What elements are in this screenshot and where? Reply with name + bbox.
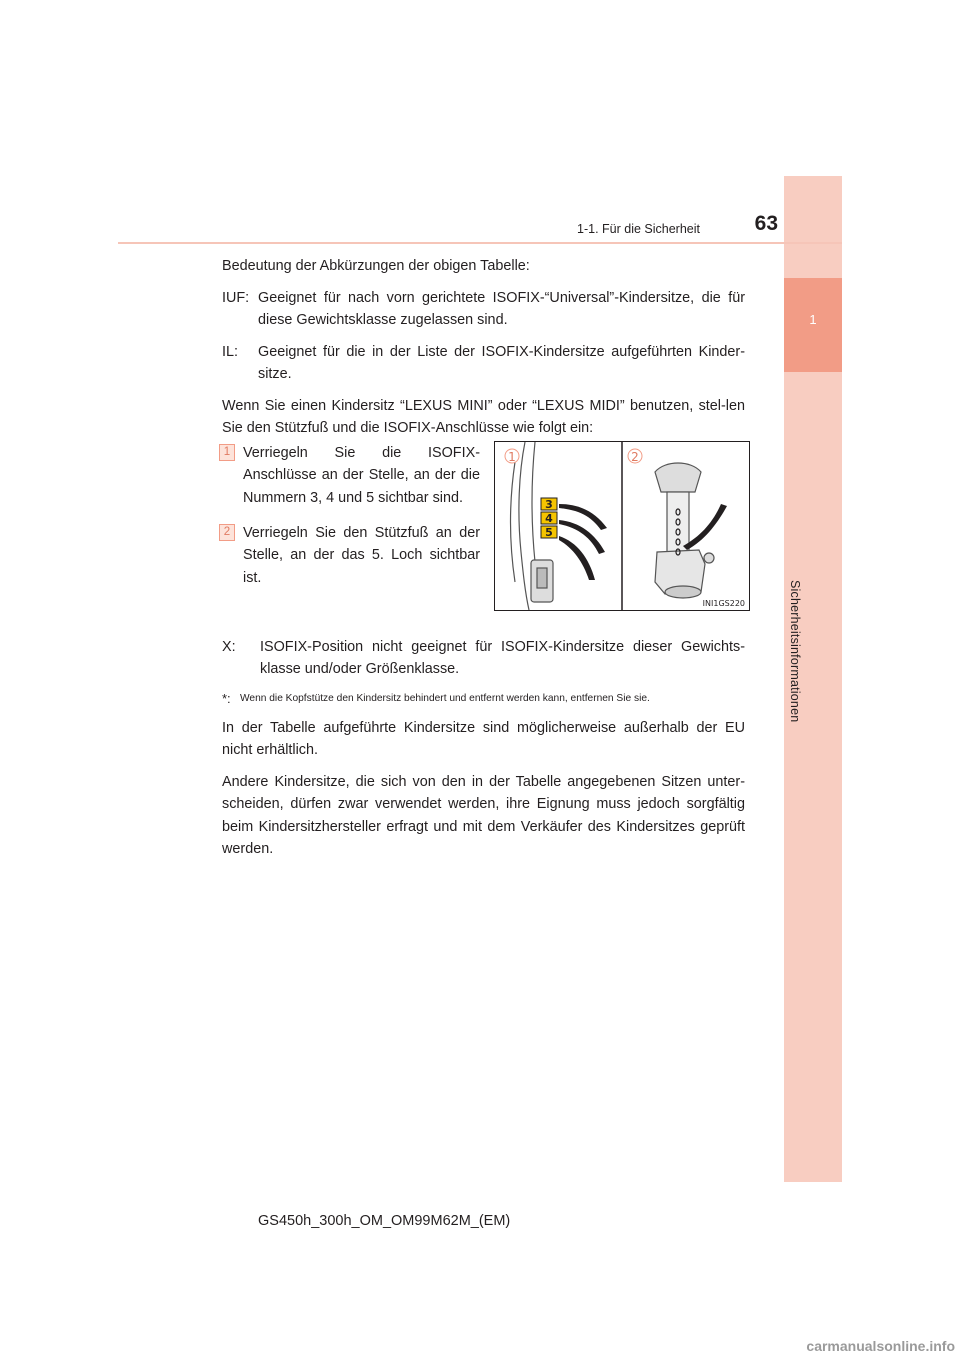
isofix-illustration — [495, 442, 749, 610]
panel-label-2: 2 — [631, 449, 639, 464]
watermark: carmanualsonline.info — [806, 1338, 955, 1354]
footnote — [222, 690, 745, 707]
pointer-arrows — [559, 504, 607, 580]
panel-label-1: 1 — [508, 449, 516, 464]
footnote-marker: *: — [222, 690, 231, 706]
abbreviation-text: Geeignet für die in der Liste der ISOFIX-Kindersitze aufgeführten Kinder-sitze. — [258, 343, 745, 382]
slot-number-4: 4 — [545, 511, 553, 525]
header-rule — [118, 242, 842, 244]
isofix-figure — [494, 441, 750, 611]
chapter-number: 1 — [809, 312, 817, 327]
x-note-label: X: — [222, 638, 236, 655]
step-number-badge: 2 — [219, 524, 235, 541]
x-note — [222, 636, 745, 681]
x-note-text: ISOFIX-Position nicht geeignet für ISOFIX-Kindersitze dieser Gewichts-klasse und/oder Größenklasse. — [260, 638, 745, 677]
abbreviation-label: IL: — [222, 343, 238, 360]
footnote-text: Wenn die Kopfstütze den Kindersitz behindert und entfernt werden kann, entfernen Sie sie. — [240, 692, 650, 704]
eu-paragraph: In der Tabelle aufgeführte Kindersitze sind möglicherweise außerhalb der EU nicht erhältlich. — [222, 719, 745, 758]
abbreviation-label: IUF: — [222, 289, 250, 306]
page-content — [222, 255, 745, 870]
abbreviation-il — [222, 341, 745, 386]
section-title: 1-1. Für die Sicherheit — [577, 222, 700, 236]
step-text: Verriegeln Sie den Stützfuß an der Stelle, an der das 5. Loch sichtbar ist. — [243, 524, 480, 586]
other-seats-paragraph: Andere Kindersitze, die sich von den in der Tabelle angegebenen Sitzen unter-scheiden, dürfen zwar verwendet werden, ihre Eignung muss jedoch sorgfältig beim Kindersitzhersteller erfragt und mit dem Verkäufer des Kindersitzes geprüft werden. — [222, 773, 745, 857]
steps-block — [222, 444, 745, 629]
document-code: GS450h_300h_OM_OM99M62M_(EM) — [258, 1213, 511, 1229]
step-text: Verriegeln Sie die ISOFIX-Anschlüsse an der Stelle, an der die Nummern 3, 4 und 5 sichtbar sind. — [243, 444, 480, 506]
abbreviation-text: Geeignet für nach vorn gerichtete ISOFIX-“Universal”-Kindersitze, die für diese Gewichtsklasse zugelassen sind. — [258, 289, 745, 328]
intro-text: Bedeutung der Abkürzungen der obigen Tabelle: — [222, 258, 530, 274]
chapter-label: Sicherheitsinformationen — [788, 580, 802, 723]
slot-numbers — [541, 498, 557, 539]
slot-number-3: 3 — [545, 497, 553, 511]
step-number-badge: 1 — [219, 444, 235, 461]
abbreviation-iuf — [222, 287, 745, 332]
page-number: 63 — [754, 212, 778, 235]
slot-number-5: 5 — [545, 525, 553, 539]
step-2 — [222, 522, 480, 590]
image-code: INI1GS220 — [702, 598, 745, 608]
lexus-paragraph: Wenn Sie einen Kindersitz “LEXUS MINI” oder “LEXUS MIDI” benutzen, stel-len Sie den Stützfuß und die ISOFIX-Anschlüsse wie folgt ein: — [222, 397, 745, 436]
step-1 — [222, 442, 480, 510]
